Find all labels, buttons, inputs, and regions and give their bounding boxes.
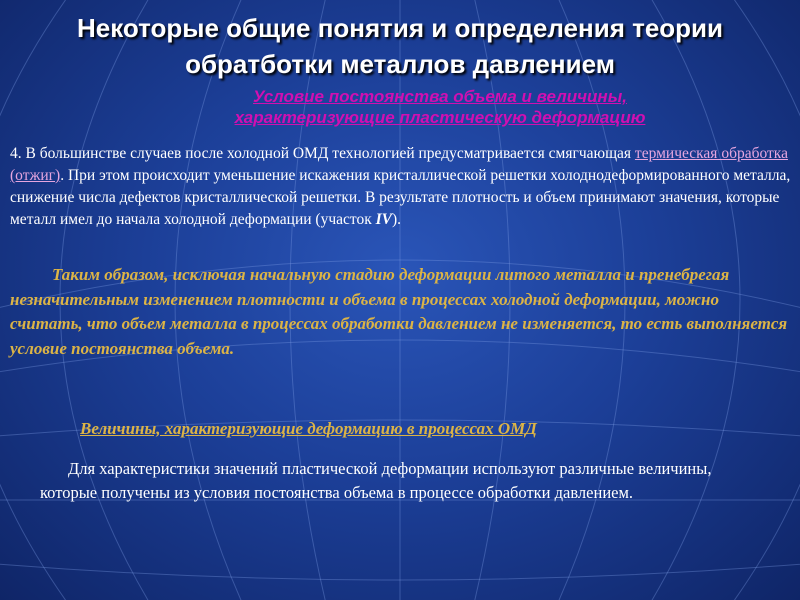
paragraph-volume-conservation-text: Таким образом, исключая начальную стадию деформации литого металла и пренебрегая незначительным изменением плотности и объема в процессах холодной деформации, можно считать, что объем металла в процессах обработки давлением не изменяется, то есть выполняется условие постоянства объема.: [10, 265, 788, 358]
heat-treatment-link[interactable]: термическая обработка (отжиг): [10, 145, 788, 184]
paragraph-deformation-values-text: Для характеристики значений пластической деформации используют различные величины, которые получены из условия постоянства объема в процессе обработки давлением.: [40, 459, 712, 502]
section-iv-label: IV: [375, 211, 392, 228]
paragraph-anneal-text-3: ).: [392, 211, 402, 228]
section-subtitle: [160, 86, 720, 128]
paragraph-anneal-text-1: 4. В большинстве случаев после холодной ОМД технологией предусматривается смягчающая: [10, 145, 635, 162]
paragraph-anneal: [10, 143, 792, 231]
paragraph-anneal-text-2: . При этом происходит уменьшение искажения кристаллической решетки холоднодеформированного металла, снижение числа дефектов кристаллической решетки. В результате плотность и объем принимают значения, которые металл имел до начала холодной деформации (участок: [10, 167, 791, 228]
section-subtitle-line-2: характеризующие пластическую деформацию: [234, 108, 646, 127]
page-title-line-2: обратботки металлов давлением: [185, 49, 615, 79]
page-title-line-1: Некоторые общие понятия и определения теории: [76, 13, 724, 43]
section-heading-deformation-values: Величины, характеризующие деформацию в процессах ОМД: [80, 419, 537, 438]
section-subtitle-line-1: Условие постоянства объема и величины,: [253, 87, 627, 106]
paragraph-volume-conservation: [10, 263, 790, 361]
paragraph-deformation-values: [40, 457, 760, 505]
page-title: [0, 10, 800, 82]
